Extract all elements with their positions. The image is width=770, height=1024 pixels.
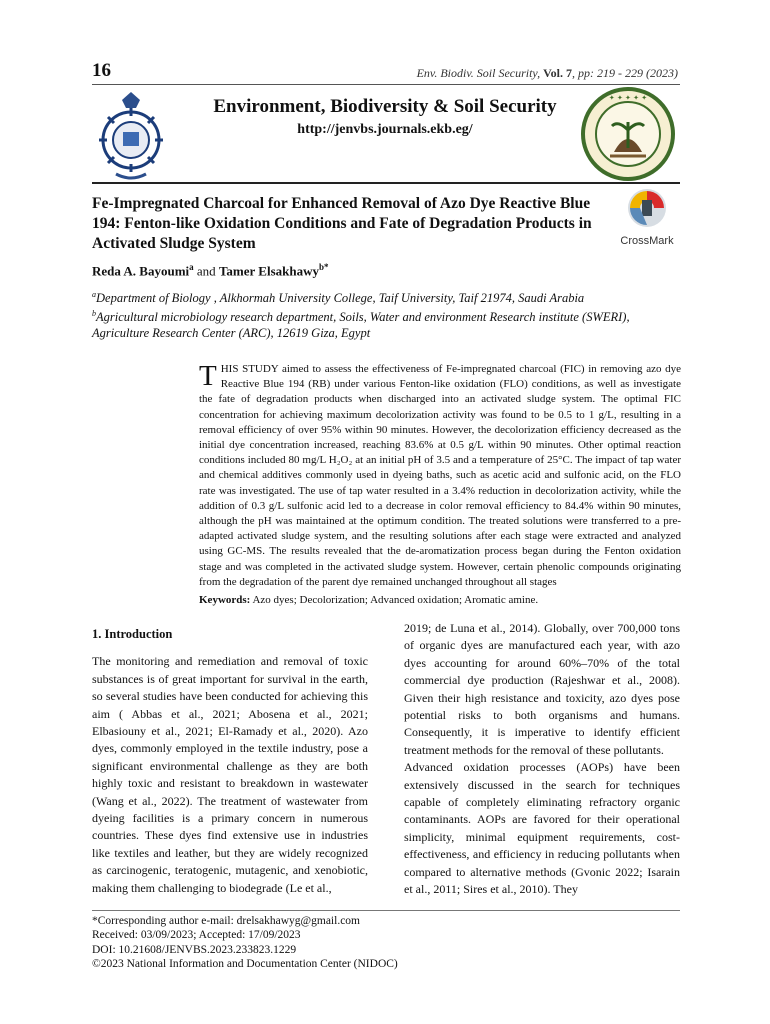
crossmark-badge[interactable] <box>614 186 680 247</box>
affiliation-b-text: Agricultural microbiology research department, Soils, Water and environment Research institute (SWERI), Agriculture Research Center (ARC), 12619 Giza, Egypt <box>92 310 630 341</box>
journal-citation <box>417 66 678 81</box>
abstract-dropcap: T <box>199 360 217 392</box>
affiliation-b-sup: b <box>92 309 96 318</box>
keywords-text: Azo dyes; Decolorization; Advanced oxidation; Aromatic amine. <box>250 594 539 606</box>
author-2: Tamer Elsakhawy <box>218 263 319 279</box>
intro-right-paragraph-2: Advanced oxidation processes (AOPs) have been extensively discussed in the search for techniques capable of completely eliminating refractory organic contaminants. AOPs are favored for their operational simplicity, minimal equipment requirements, cost-effectiveness, and efficiency in reducing pollutants when compared to alternative methods (Gvonic 2022; Isarain et al., 2011; Sires et al., 2010). They <box>404 760 680 897</box>
intro-right-column <box>404 620 680 899</box>
footnote-email: *Corresponding author e-mail: drelsakhawyg@gmail.com <box>92 915 360 927</box>
crossmark-icon <box>614 186 680 230</box>
journal-url[interactable]: http://jenvbs.journals.ekb.eg/ <box>297 122 473 137</box>
author-1: Reda A. Bayoumi <box>92 263 190 279</box>
footnote-divider <box>92 910 680 911</box>
keywords <box>199 594 538 606</box>
society-seal-logo <box>580 86 676 182</box>
svg-text:✦ ✦ ✦ ✦ ✦: ✦ ✦ ✦ ✦ ✦ <box>608 94 648 102</box>
footnote-copyright: ©2023 National Information and Documentation Center (NIDOC) <box>92 958 398 971</box>
title-divider <box>92 182 680 184</box>
journal-title: Environment, Biodiversity & Soil Security <box>213 96 557 117</box>
abstract <box>199 362 681 590</box>
intro-left-paragraph: The monitoring and remediation and removal of toxic substances is of great important for survival in the earth, so several studies have been conducted for achieving this aim ( Abbas et al., 2021; Abosena et al., 2021; Elbasiouny et al., 2021; El-Ramady et al., 2020). Azo dyes, commonly employed in the textile industry, pose a significant environmental challenge as they are both highly toxic and resistant to breakdown in wastewater (Wang et al., 2022). The treatment of wastewater from dyeing facilities is a primary concern in numerous countries. These dyes find extensive use in industries like textiles and leather, but they are widely recognized as carcinogenic, teratogenic, mutagenic, and xenobiotic, making them challenging to biodegrade (Le et al., <box>92 654 368 895</box>
affiliation-b <box>92 306 682 341</box>
keywords-label: Keywords: <box>199 594 251 606</box>
article-title: Fe-Impregnated Charcoal for Enhanced Removal of Azo Dye Reactive Blue 194: Fenton-like Oxidation Conditions and Fate of Degradation Products in Activated Sludge System <box>92 195 592 252</box>
journal-pages: , pp: 219 - 229 (2023) <box>572 66 678 80</box>
page-number: 16 <box>92 60 111 81</box>
author-2-sup: b* <box>319 262 329 272</box>
author-1-sup: a <box>189 262 194 272</box>
journal-cite-name: Env. Biodiv. Soil Security, <box>416 66 541 80</box>
affiliation-a <box>92 287 682 306</box>
intro-left-column <box>92 626 368 897</box>
affiliation-a-sup: a <box>92 290 96 299</box>
footnotes <box>92 914 398 972</box>
author-conjunction: and <box>193 263 219 279</box>
intro-heading: 1. Introduction <box>92 627 173 641</box>
author-line <box>92 262 329 279</box>
footnote-dates: Received: 03/09/2023; Accepted: 17/09/2023 <box>92 929 301 942</box>
crossmark-label: CrossMark <box>620 235 674 247</box>
intro-right-paragraph-1: 2019; de Luna et al., 2014). Globally, over 700,000 tons of organic dyes are manufactured each year, with azo dyes accounting for around 60%–70% of the total commercial dye production (Rajeshwar et al., 2008). Given their high resistance and toxicity, azo dyes pose potential risks to both organisms and humans. Consequently, it is imperative to identify efficient treatment methods for the removal of these pollutants. <box>404 621 680 757</box>
footnote-doi: DOI: 10.21608/JENVBS.2023.233823.1229 <box>92 943 297 956</box>
journal-volume: Vol. 7 <box>543 66 573 80</box>
affiliation-a-text: Department of Biology , Alkhormah University College, Taif University, Taif 21974, Saudi Arabia <box>96 291 585 306</box>
header-divider <box>92 84 680 85</box>
abstract-text: HIS STUDY aimed to assess the effectiveness of Fe-impregnated charcoal (FIC) in removing azo dye Reactive Blue 194 (RB) under various Fenton-like oxidation (FLO) conditions, as well as investigate the fate of degradation products when discharged into an activated sludge system. The optimal FIC concentration for achieving maximum decolorization activity was found to be 0.5 to 1 g/L, resulting in a removal efficiency of over 95% within 90 minutes. However, the decolorization efficiency decreased as the initial dye concentration increased, reaching 83.6% at 0.5 g/L within 90 minutes. Other optimal reaction conditions included 80 mg/L H₂O₂ at an initial pH of 3.5 and a temperature of 25°C. The impact of tap water and chemical additives commonly used in dyeing baths, such as acetic acid and sulfonic acid, on the FLO rate was investigated. The use of tap water resulted in a 3.4% reduction in decolorization activity, while the addition of 0.3 g/L sulfonic acid led to a decrease in color removal efficiency to 84.4% within 90 minutes, although the pH was maintained at the optimum condition. The treated solutions were transferred to a pre-adapted activated sludge system, and the resulting solutions after each stage were extracted and analyzed using GC-MS. The results revealed that the de-aromatization process began during the Fenton oxidation stage and was completed in the activated sludge system. However, certain phenolic compounds originating from the degradation of the parent dye remained unchanged throughout all stages <box>199 363 681 588</box>
